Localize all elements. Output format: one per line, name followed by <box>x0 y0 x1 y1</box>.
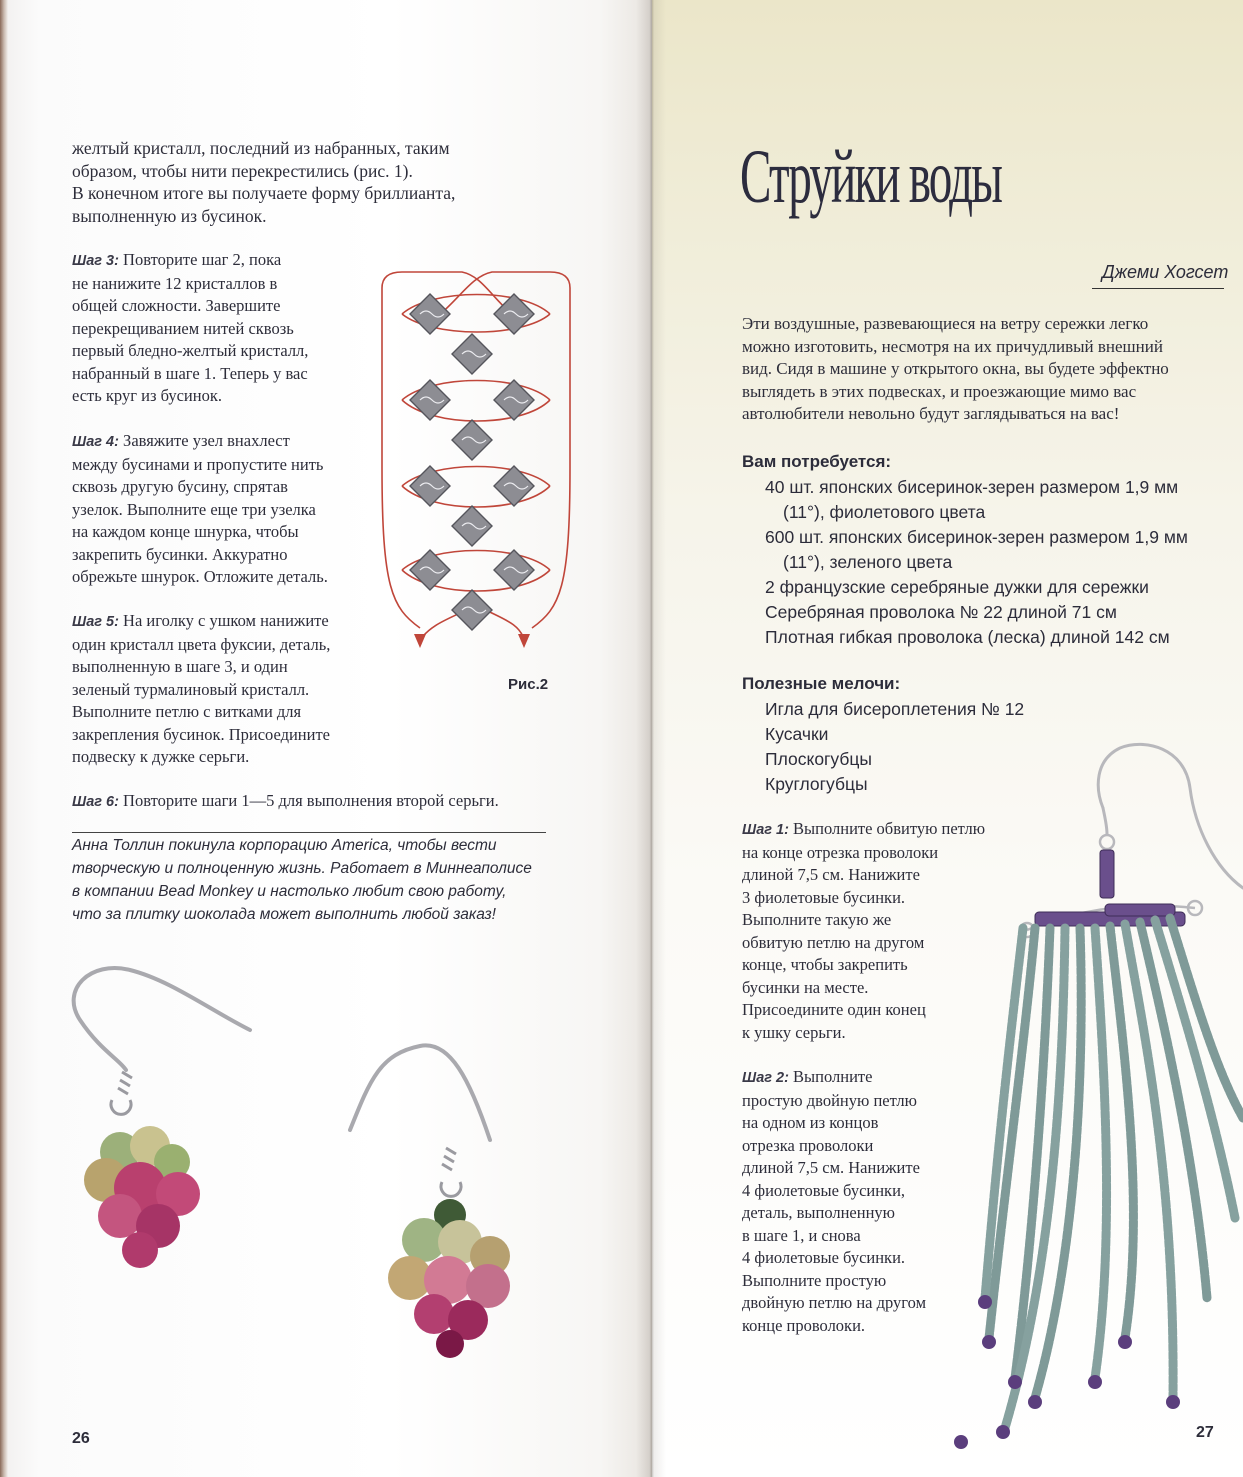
text-line: длиной 7,5 см. Нанижите <box>742 1158 920 1177</box>
step-label: Шаг 3: <box>72 253 119 269</box>
text-line: обвитую петлю на другом <box>742 932 925 952</box>
text-line: конце проволоки. <box>742 1315 866 1335</box>
text-line: образом, чтобы нити перекрестились (рис. 1). <box>72 160 413 181</box>
text-line: Выполните простую <box>742 1270 887 1290</box>
text-line: выполненную в шаге 3, и один <box>72 657 288 676</box>
page-edge <box>0 0 8 1477</box>
tools-heading: Полезные мелочи: <box>742 674 901 693</box>
text-line: длиной 7,5 см. Нанижите <box>742 865 920 884</box>
text-line: перекрещиванием нитей сквозь <box>72 318 294 338</box>
list-item: Плоскогубцы <box>765 749 873 769</box>
text-line: один кристалл цвета фуксии, деталь, <box>72 634 331 654</box>
text-line: творческую и полноценную жизнь. Работает в Миннеаполисе <box>72 860 532 877</box>
text-line: бусинки на месте. <box>742 977 869 997</box>
text-line: 3 фиолетовые бусинки. <box>742 887 906 907</box>
text-line: к ушку серьги. <box>742 1022 846 1042</box>
text-line: Выполните обвитую петлю <box>788 819 986 838</box>
text-line: в шаге 1, и снова <box>742 1225 861 1245</box>
author-underline <box>1092 288 1224 289</box>
right-intro-paragraph <box>742 313 1212 426</box>
step-label: Шаг 5: <box>72 614 119 630</box>
text-line: Выполните петлю с витками для <box>72 702 302 721</box>
beaded-fringe-earring-photo <box>945 738 1243 1458</box>
step-4 <box>72 430 372 589</box>
text-line: желтый кристалл, последний из набранных, таким <box>72 138 450 158</box>
text-line: узелок. Выполните еще три узелка <box>72 499 316 519</box>
list-item: 2 французские серебряные дужки для сережки <box>765 577 1149 597</box>
text-line: первый бледно-желтый кристалл, <box>72 341 309 360</box>
step-label: Шаг 6: <box>72 794 119 810</box>
text-line: отрезка проволоки <box>742 1135 874 1155</box>
text-line: закрепления бусинок. Присоедините <box>72 724 331 744</box>
list-item: Плотная гибкая проволока (леска) длиной 142 см <box>765 627 1170 647</box>
text-line: Повторите шаг 2, пока <box>118 250 282 269</box>
list-item: Круглогубцы <box>765 774 868 794</box>
text-line: закрепить бусинки. Аккуратно <box>72 544 288 564</box>
text-line: на конце отрезка проволоки <box>742 842 939 862</box>
list-item: 40 шт. японских бисеринок-зерен размером 1,9 мм <box>765 477 1179 497</box>
text-line: Выполните такую же <box>742 910 892 929</box>
step-label: Шаг 2: <box>742 1070 789 1086</box>
text-line: автолюбители невольно будут заглядываться на вас! <box>742 404 1120 423</box>
text-line: 4 фиолетовые бусинки. <box>742 1248 906 1267</box>
text-line: 4 фиолетовые бусинки, <box>742 1180 906 1200</box>
ear-wire <box>1098 744 1243 888</box>
list-item-continuation: (11°), зеленого цвета <box>783 552 953 572</box>
left-intro-paragraph <box>72 137 542 227</box>
step-6-text: Повторите шаги 1—5 для выполнения второй серьги. <box>118 791 499 810</box>
text-line: зеленый турмалиновый кристалл. <box>72 679 310 699</box>
text-line: общей сложности. Завершите <box>72 296 281 315</box>
text-line: на одном из концов <box>742 1113 879 1132</box>
ear-wire <box>74 968 490 1140</box>
figure-caption: Рис.2 <box>508 676 549 693</box>
materials-heading: Вам потребуется: <box>742 452 892 471</box>
list-item: Кусачки <box>765 724 829 744</box>
step-5 <box>72 610 372 769</box>
text-line: между бусинами и пропустите нить <box>72 454 324 474</box>
materials-list <box>765 475 1235 650</box>
text-line: На иголку с ушком нанижите <box>118 611 329 630</box>
step-3 <box>72 249 372 408</box>
text-line: Эти воздушные, развевающиеся на ветру сережки легко <box>742 314 1149 333</box>
text-line: двойную петлю на другом <box>742 1293 927 1312</box>
text-line: Присоедините один конец <box>742 1000 926 1019</box>
text-line: не нанижите 12 кристаллов в <box>72 273 278 293</box>
crystal-cluster-right <box>388 1199 510 1358</box>
text-line: Выполните <box>788 1067 873 1086</box>
beading-diagram <box>372 268 582 658</box>
list-item: Игла для бисероплетения № 12 <box>765 699 1025 719</box>
book-gutter <box>636 0 666 1477</box>
text-line: вид. Сидя в машине у открытого окна, вы будете эффектно <box>742 359 1169 378</box>
thread-arrowheads <box>414 634 530 648</box>
text-line: простую двойную петлю <box>742 1090 917 1110</box>
text-line: обрежьте шнурок. Отложите деталь. <box>72 567 328 586</box>
crystal-earrings-photo <box>50 960 530 1360</box>
text-line: подвеску к дужке серьги. <box>72 747 250 766</box>
article-title: Струйки воды <box>740 135 1002 219</box>
text-line: в компании Bead Monkey и настолько любит свою работу, <box>72 883 507 900</box>
text-line: выполненную из бусинок. <box>72 205 267 226</box>
purple-bead-bar <box>1035 850 1185 926</box>
text-line: можно изготовить, несмотря на их причудливый внешний <box>742 336 1163 356</box>
green-bead-strands <box>985 918 1243 1428</box>
step-label: Шаг 1: <box>742 822 789 838</box>
text-line: Завяжите узел внахлест <box>118 431 290 450</box>
list-item: 600 шт. японских бисеринок-зерен размером 1,9 мм <box>765 527 1188 547</box>
divider-rule <box>72 832 546 833</box>
author-bio <box>72 834 572 926</box>
page-number: 26 <box>72 1430 90 1447</box>
text-line: деталь, выполненную <box>742 1203 895 1222</box>
step-6 <box>72 790 592 814</box>
crystal-cluster-left <box>84 1126 200 1268</box>
text-line: сквозь другую бусину, спрятав <box>72 477 288 496</box>
page-number: 27 <box>1196 1424 1214 1441</box>
step-label: Шаг 4: <box>72 434 119 450</box>
list-item-continuation: (11°), фиолетового цвета <box>783 502 986 522</box>
text-line: есть круг из бусинок. <box>72 386 222 405</box>
text-line: на каждом конце шнурка, чтобы <box>72 522 299 541</box>
list-item: Серебряная проволока № 22 длиной 71 см <box>765 602 1117 622</box>
text-line: В конечном итоге вы получаете форму бриллианта, <box>72 183 456 203</box>
text-line: что за плитку шоколада может выполнить любой заказ! <box>72 906 496 923</box>
author-name: Джеми Хогсет <box>1102 262 1229 282</box>
text-line: Анна Толлин покинула корпорацию America, чтобы вести <box>72 837 497 854</box>
text-line: выглядеть в этих подвесках, и проезжающие мимо вас <box>742 381 1137 401</box>
text-line: конце, чтобы закрепить <box>742 955 908 974</box>
crystals <box>410 294 534 630</box>
text-line: набранный в шаге 1. Теперь у вас <box>72 363 308 383</box>
